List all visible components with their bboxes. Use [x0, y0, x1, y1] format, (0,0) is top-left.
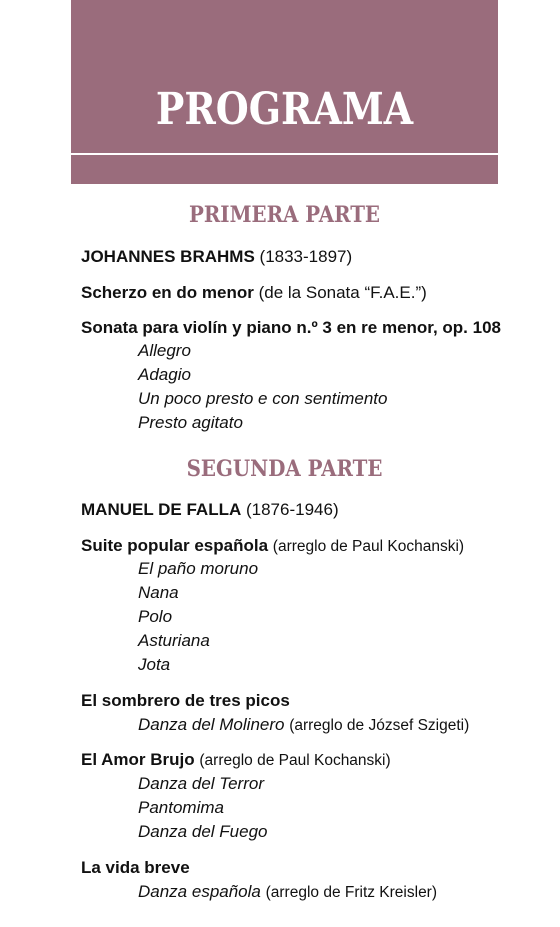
title-banner [71, 0, 498, 184]
movement-item: Nana [138, 583, 179, 602]
composer-dates: (1876-1946) [245, 500, 339, 519]
movement-item: Danza del Fuego [138, 822, 268, 841]
work-note: (arreglo de Paul Kochanski) [272, 538, 465, 555]
movement-title: Danza española [138, 882, 261, 901]
movement-item [138, 714, 469, 737]
work-line-vida-breve [81, 857, 190, 879]
composer-dates: (1833-1897) [259, 247, 353, 266]
work-note: (de la Sonata “F.A.E.”) [258, 283, 427, 302]
movement-item: Polo [138, 607, 173, 626]
work-line-suite [81, 535, 464, 558]
work-line-sonata [81, 317, 501, 339]
section-heading-segunda-parte: SEGUNDA PARTE [186, 456, 383, 482]
banner-divider [71, 153, 498, 155]
work-line-scherzo [81, 282, 427, 304]
work-note: (arreglo de József Szigeti) [289, 717, 470, 734]
section-heading-primera-parte: PRIMERA PARTE [188, 202, 381, 228]
movement-item: Asturiana [138, 631, 210, 650]
work-title: Scherzo en do menor [81, 283, 254, 302]
movement-item: Jota [138, 655, 171, 674]
work-title: El Amor Brujo [81, 750, 195, 769]
movement-item [138, 881, 437, 904]
work-line-amor-brujo [81, 749, 391, 772]
composer-name: JOHANNES BRAHMS [81, 247, 255, 266]
composer-line-brahms [81, 246, 352, 268]
movement-title: Danza del Molinero [138, 715, 285, 734]
work-note: (arreglo de Paul Kochanski) [199, 752, 391, 769]
movement-item: Adagio [138, 365, 191, 384]
movement-item: Allegro [138, 341, 191, 360]
work-line-sombrero [81, 690, 290, 712]
movement-item: Pantomima [138, 798, 224, 817]
composer-line-falla [81, 499, 339, 521]
movement-item: Presto agitato [138, 413, 243, 432]
work-title: Suite popular española [81, 536, 269, 555]
work-note: (arreglo de Fritz Kreisler) [265, 884, 438, 901]
composer-name: MANUEL DE FALLA [81, 500, 242, 519]
work-title: La vida breve [81, 858, 190, 877]
work-title: Sonata para violín y piano n.º 3 en re menor, op. 108 [81, 318, 501, 337]
page-title: PROGRAMA [155, 84, 414, 135]
movement-item: Danza del Terror [138, 774, 264, 793]
movement-item: Un poco presto e con sentimento [138, 389, 388, 408]
work-title: El sombrero de tres picos [81, 691, 290, 710]
movement-item: El paño moruno [138, 559, 259, 578]
